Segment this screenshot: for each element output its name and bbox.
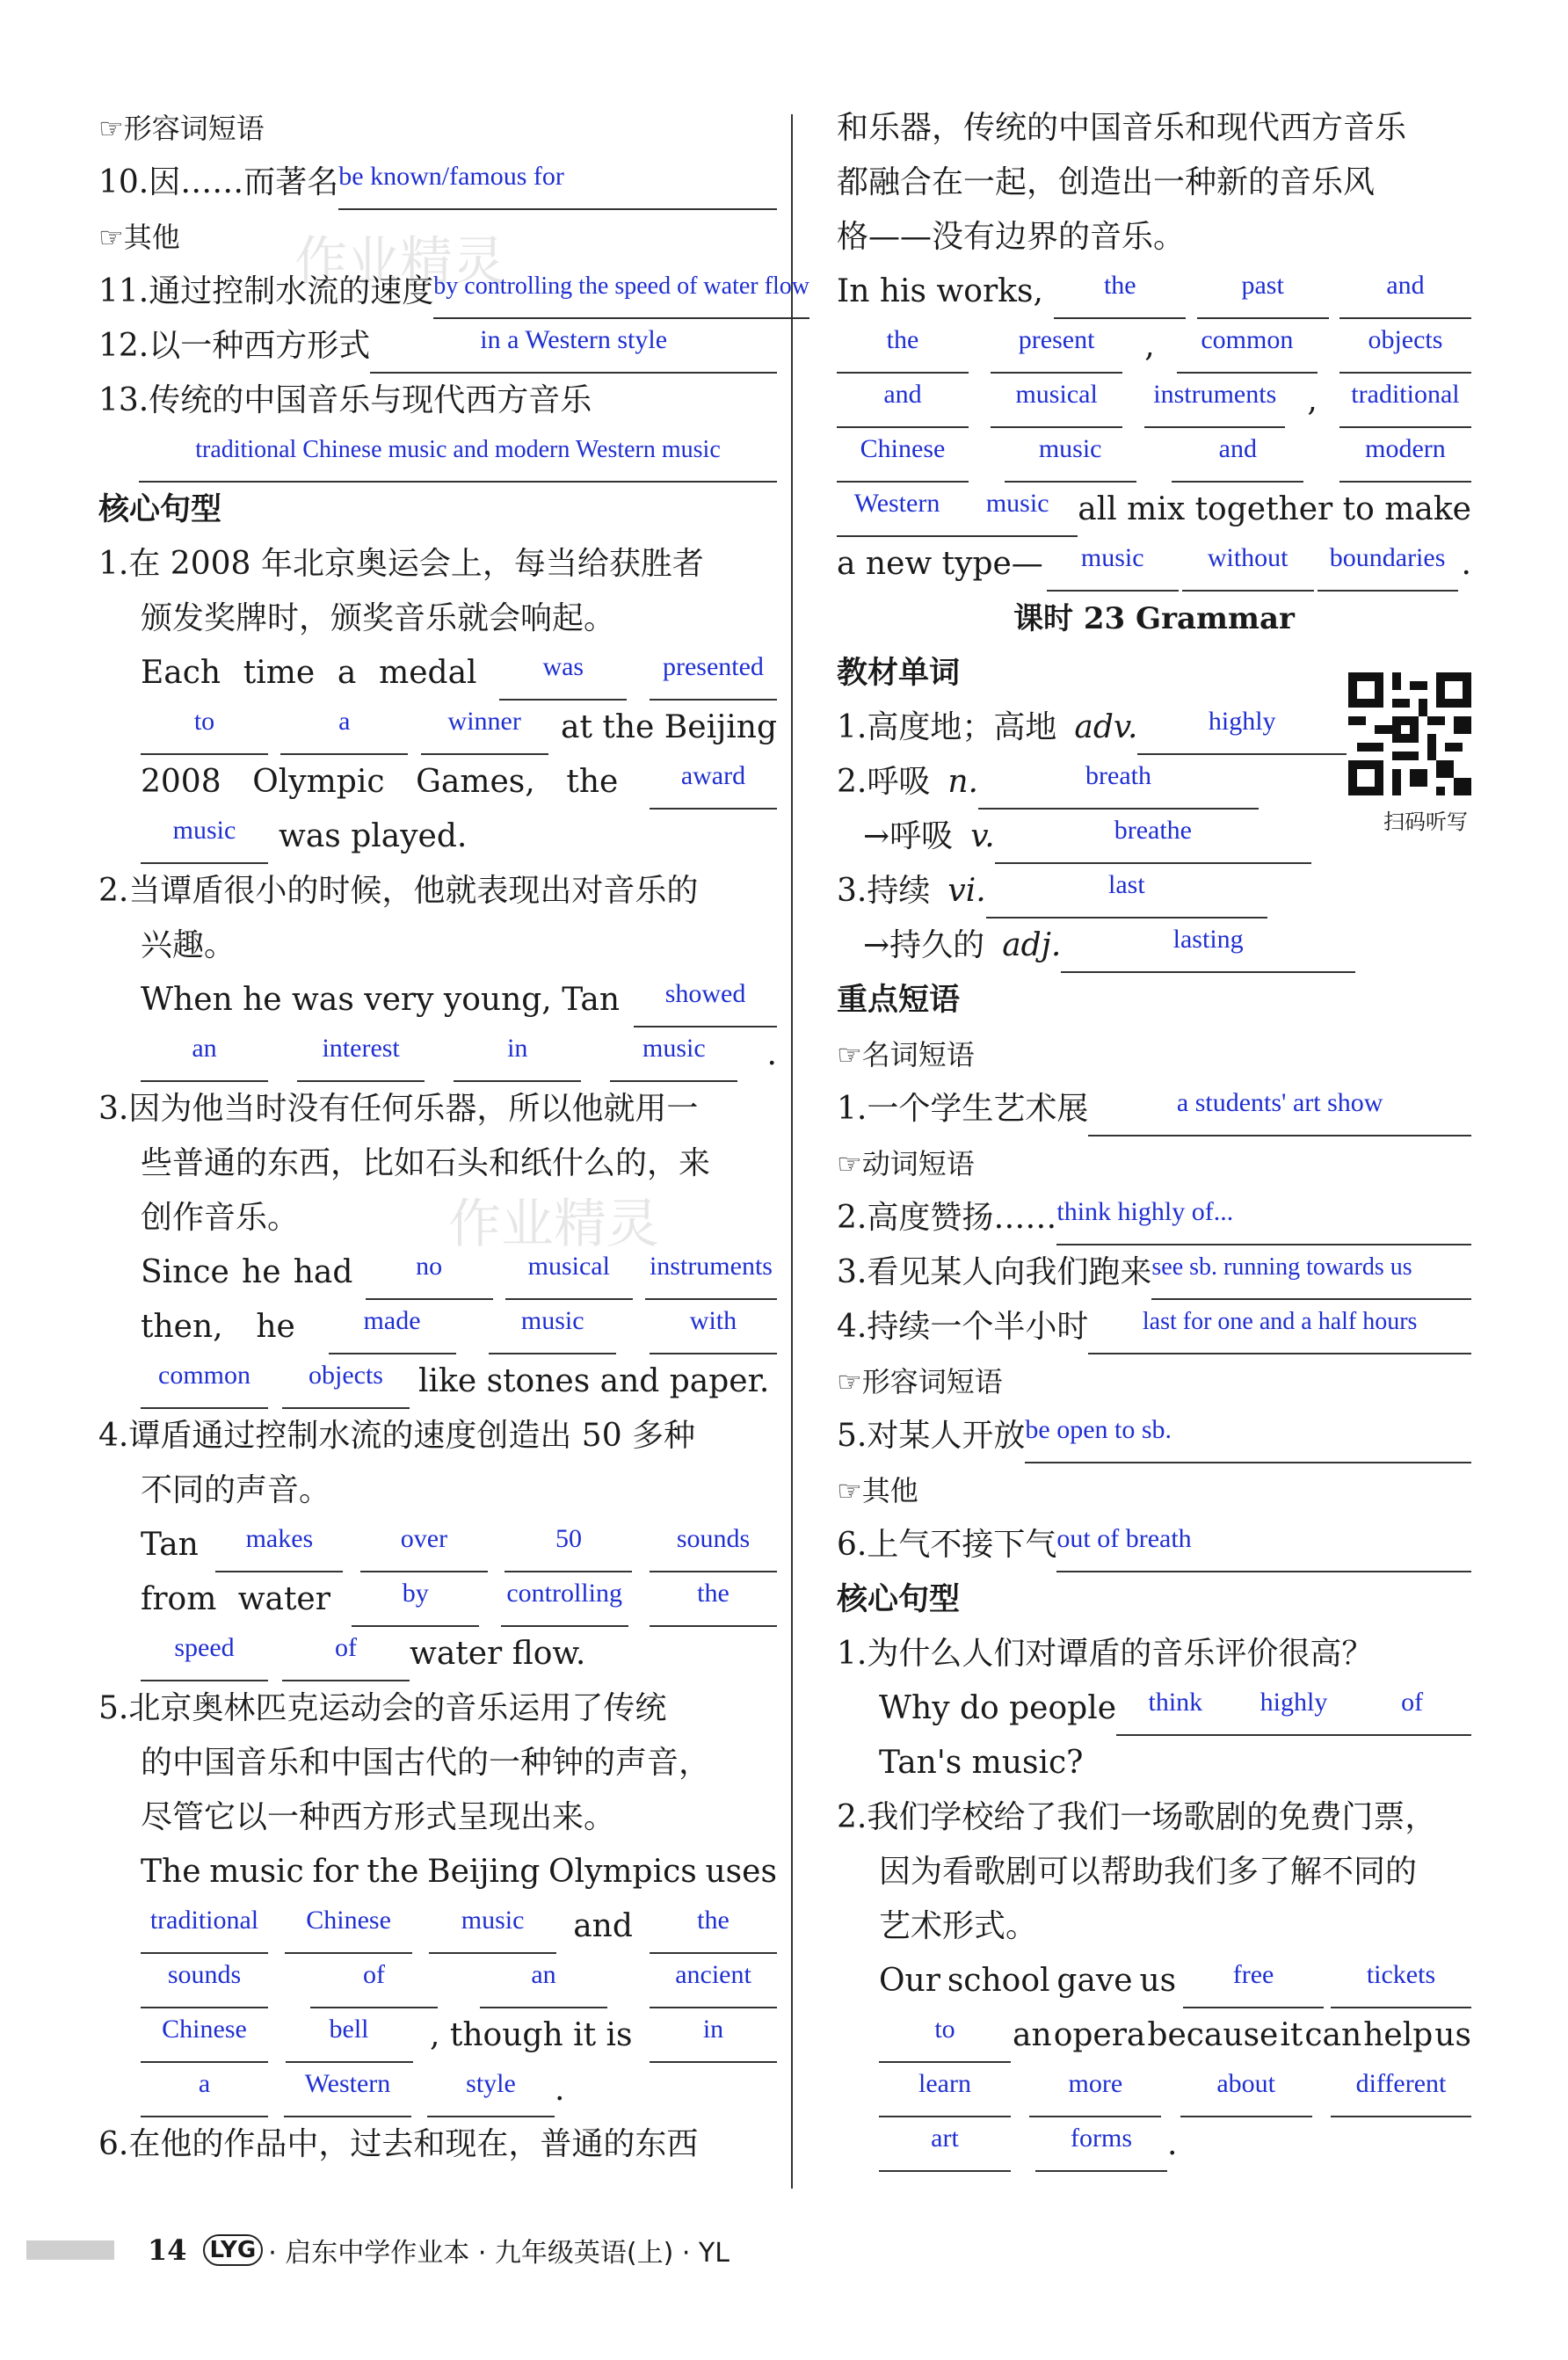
answer-blank[interactable]: be open to sb. (1025, 1420, 1471, 1463)
section-heading: 核心句型 (837, 1582, 961, 1617)
answer-blank[interactable]: without (1182, 548, 1314, 592)
section-label: ☞形容词短语 (98, 112, 265, 145)
sentence-cn: 3.因为他当时没有任何乐器，所以他就用一 (98, 1091, 699, 1127)
answer-blank[interactable]: in (650, 2019, 777, 2063)
phrase-item: 5. 对某人开放 be open to sb. (837, 1409, 1471, 1463)
watermark: 作业精灵 (448, 1194, 659, 1255)
page-number: 14 (148, 2233, 187, 2267)
answer-blank[interactable]: presented (650, 657, 777, 701)
answer-blank[interactable]: objects (1339, 330, 1471, 374)
qr-code-icon[interactable] (1348, 672, 1471, 795)
answer-blank[interactable]: modern (1339, 439, 1471, 483)
sentence-en: Tan's music? (879, 1745, 1084, 1781)
section-heading: 教材单词 (837, 656, 961, 691)
answer-blank[interactable]: and (1339, 275, 1471, 319)
right-column (837, 101, 1471, 2172)
sentence-en: In his works, the past and (837, 265, 1471, 319)
answer-blank[interactable]: by (352, 1583, 479, 1627)
answer-blank[interactable]: of (310, 1964, 438, 2008)
answer-blank[interactable]: to (879, 2019, 1011, 2063)
sentence-en: to an opera because it can help us (837, 2008, 1471, 2063)
answer-blank[interactable]: bell (286, 2019, 413, 2063)
answer-blank[interactable]: musical (505, 1256, 633, 1300)
answer-blank[interactable]: and (1172, 439, 1303, 483)
answer-blank[interactable]: Western (284, 2073, 411, 2117)
answer-blank[interactable]: out of breath (1056, 1529, 1471, 1572)
sentence-en: Western music all mix together to make (837, 483, 1471, 537)
sentence-cn: 因为看歌剧可以帮助我们多了解不同的 (879, 1854, 1418, 1890)
section-label: ☞动词短语 (837, 1147, 975, 1180)
answer-blank[interactable]: of (1353, 1692, 1471, 1736)
sentence-en (98, 1954, 777, 2008)
answer-blank[interactable]: breath (978, 766, 1259, 810)
answer-blank[interactable]: think highly of... (1056, 1202, 1471, 1245)
answer-blank[interactable]: art (879, 2128, 1011, 2172)
answer-blank[interactable]: sounds (141, 1964, 268, 2008)
answer-blank[interactable]: the (1054, 275, 1186, 319)
section-label: ☞其他 (837, 1474, 918, 1507)
vocab-item: → 持久的 adj. lasting (837, 919, 1355, 973)
phrase-item: 4. 持续一个半小时 last for one and a half hours (837, 1300, 1471, 1354)
answer-blank[interactable]: in (454, 1038, 581, 1082)
phrase-item: 13.传统的中国音乐与现代西方音乐 (98, 382, 592, 418)
sentence-en: to a winner at the Beijing (98, 701, 777, 755)
answer-blank[interactable]: past (1197, 275, 1329, 319)
phrase-item: 11. 通过控制水流的速度 by controlling the speed of water flow (98, 265, 777, 319)
vocab-item: 1. 高度地；高地 adv. highly (837, 701, 1347, 755)
answer-blank[interactable]: of (282, 1637, 410, 1681)
answer-blank[interactable]: in a Western style (370, 330, 777, 374)
sentence-en (837, 428, 1471, 483)
answer-blank[interactable]: speed (141, 1637, 268, 1681)
sentence-en: the present , common objects (837, 319, 1471, 374)
sentence-cn: 2.我们学校给了我们一场歌剧的免费门票， (837, 1799, 1437, 1835)
answer-blank[interactable]: by controlling the speed of water flow (433, 275, 809, 319)
sentence-en: a new type— music without boundaries . (837, 537, 1471, 592)
section-heading: 重点短语 (837, 983, 961, 1018)
answer-blank[interactable]: controlling (501, 1583, 628, 1627)
section-label: ☞其他 (98, 221, 180, 254)
answer-blank[interactable]: lasting (1061, 929, 1355, 973)
lesson-title: 课时 23 Grammar (1013, 601, 1295, 636)
section-label: ☞形容词短语 (837, 1365, 1003, 1398)
sentence-cn: 和乐器，传统的中国音乐和现代西方音乐 (837, 110, 1407, 146)
phrase-item: 10. 因……而著名 be known/famous for (98, 156, 777, 210)
sentence-en: traditional Chinese music and the (98, 1899, 777, 1954)
answer-blank[interactable]: boundaries (1318, 548, 1458, 592)
answer-blank[interactable]: music (1005, 439, 1136, 483)
sentence-en: a Western style . (98, 2063, 777, 2117)
sentence-en: then, he made music with (98, 1300, 777, 1354)
sentence-en: common objects like stones and paper. (98, 1354, 777, 1409)
answer-blank[interactable]: instruments (1144, 384, 1285, 428)
vocab-item: 3. 持续 vi. last (837, 864, 1267, 919)
answer-blank[interactable]: an (480, 1964, 607, 2008)
answer-blank[interactable]: traditional (141, 1910, 268, 1954)
answer-blank[interactable]: made (329, 1311, 456, 1354)
answer-blank[interactable]: common (141, 1365, 268, 1409)
sentence-en: and musical instruments , traditional (837, 374, 1471, 428)
sentence-en: Since he had no musical instruments (98, 1245, 777, 1300)
answer-blank[interactable]: about (1180, 2073, 1312, 2117)
sentence-cn: 颁发奖牌时，颁奖音乐就会响起。 (141, 600, 616, 636)
answer-blank[interactable]: the (837, 330, 969, 374)
sentence-en: Our school gave us free tickets (837, 1954, 1471, 2008)
answer-blank[interactable]: Chinese (837, 439, 969, 483)
answer-blank[interactable]: music (957, 493, 1078, 537)
answer-blank[interactable]: music (610, 1038, 737, 1082)
sentence-cn: 2.当谭盾很小的时候，他就表现出对音乐的 (98, 873, 699, 909)
lyg-badge: LYG (203, 2234, 264, 2266)
sentence-cn: 不同的声音。 (141, 1472, 331, 1508)
answer-blank[interactable]: music (429, 1910, 556, 1954)
answer-blank[interactable]: the (650, 1583, 777, 1627)
answer-blank[interactable]: to (141, 711, 268, 755)
sentence-cn: 尽管它以一种西方形式呈现出来。 (141, 1799, 616, 1835)
sentence-cn: 些普通的东西，比如石头和纸什么的，来 (141, 1145, 711, 1181)
answer-blank[interactable]: see sb. running towards us (1151, 1256, 1471, 1300)
answer-blank[interactable]: musical (991, 384, 1122, 428)
answer-blank[interactable]: different (1331, 2073, 1471, 2117)
sentence-en: Each time a medal was presented (98, 646, 777, 701)
phrase-item: 3. 看见某人向我们跑来 see sb. running towards us (837, 1245, 1471, 1300)
answer-blank[interactable]: breathe (995, 820, 1311, 864)
vocab-item: → 呼吸 v. breathe (837, 810, 1311, 864)
sentence-cn: 5.北京奥林匹克运动会的音乐运用了传统 (98, 1690, 667, 1726)
sentence-en (837, 2063, 1471, 2117)
sentence-en: from water by controlling the (98, 1572, 777, 1627)
answer-blank[interactable]: music (489, 1311, 616, 1354)
answer-blank[interactable]: a (141, 2073, 268, 2117)
answer-blank[interactable]: more (1029, 2073, 1161, 2117)
answer-blank[interactable]: makes (215, 1529, 343, 1572)
footer-text: · 启东中学作业本 · 九年级英语(上) · YL (268, 2238, 730, 2269)
sentence-en: The music for the Beijing Olympics uses (141, 1854, 777, 1890)
sentence-cn: 创作音乐。 (141, 1200, 300, 1236)
sentence-cn: 1.在 2008 年北京奥运会上，每当给获胜者 (98, 546, 704, 582)
sentence-cn: 6.在他的作品中，过去和现在，普通的东西 (98, 2126, 699, 2162)
sentence-cn: 1.为什么人们对谭盾的音乐评价很高？ (837, 1636, 1374, 1672)
sentence-cn: 的中国音乐和中国古代的一种钟的声音， (141, 1745, 711, 1781)
phrase-item: 12. 以一种西方形式 in a Western style (98, 319, 777, 374)
answer-blank[interactable]: forms (1035, 2128, 1167, 2172)
answer-blank[interactable]: traditional (1339, 384, 1471, 428)
sentence-en: Why do people think highly of (837, 1681, 1471, 1736)
sentence-en: speed of water flow. (98, 1627, 777, 1681)
answer-blank[interactable]: tickets (1331, 1964, 1471, 2008)
sentence-cn: 4.谭盾通过控制水流的速度创造出 50 多种 (98, 1418, 696, 1454)
answer-blank[interactable]: award (650, 766, 777, 810)
answer-blank[interactable]: learn (879, 2073, 1011, 2117)
answer-blank[interactable]: sounds (650, 1529, 777, 1572)
section-label: ☞名词短语 (837, 1038, 975, 1071)
answer-blank[interactable]: music (1047, 548, 1179, 592)
answer-blank[interactable]: winner (421, 711, 548, 755)
sentence-cn: 都融合在一起，创造出一种新的音乐风 (837, 164, 1376, 200)
answer-blank[interactable]: last (986, 875, 1267, 919)
sentence-en: an interest in music . (98, 1028, 777, 1082)
answer-blank[interactable]: interest (297, 1038, 425, 1082)
answer-blank[interactable]: a students' art show (1088, 1093, 1471, 1136)
watermark: 作业精灵 (294, 231, 505, 293)
answer-blank[interactable]: common (1177, 330, 1318, 374)
answer-blank[interactable]: traditional Chinese music and modern Western music (139, 439, 777, 483)
sentence-en: music was played. (98, 810, 777, 864)
answer-blank[interactable]: over (360, 1529, 488, 1572)
vocab-item: 2. 呼吸 n. breath (837, 755, 1259, 810)
answer-blank[interactable]: highly (1137, 711, 1347, 755)
answer-blank[interactable]: with (650, 1311, 777, 1354)
sentence-en: art forms . (837, 2117, 1471, 2172)
answer-blank[interactable]: objects (282, 1365, 410, 1409)
answer-blank[interactable]: present (991, 330, 1122, 374)
answer-blank[interactable]: style (427, 2073, 555, 2117)
sentence-cn: 兴趣。 (141, 927, 236, 963)
phrase-item: 1. 一个学生艺术展 a students' art show (837, 1082, 1471, 1136)
answer-blank[interactable]: a (280, 711, 408, 755)
answer-blank[interactable]: Chinese (141, 2019, 268, 2063)
page-footer (26, 2224, 730, 2276)
answer-blank[interactable]: an (141, 1038, 268, 1082)
answer-blank[interactable]: the (650, 1910, 777, 1954)
answer-blank[interactable]: free (1183, 1964, 1324, 2008)
answer-blank[interactable]: was (499, 657, 627, 701)
answer-blank[interactable]: highly (1235, 1692, 1354, 1736)
phrase-item: 6. 上气不接下气 out of breath (837, 1518, 1471, 1572)
answer-blank[interactable]: Western (837, 493, 957, 537)
qr-caption: 扫码听写 (1383, 810, 1468, 834)
answer-blank[interactable]: be known/famous for (338, 166, 777, 210)
left-column (98, 101, 809, 2172)
answer-blank[interactable]: instruments (645, 1256, 777, 1300)
sentence-en: Chinese bell , though it is in (98, 2008, 777, 2063)
answer-blank[interactable]: music (141, 820, 268, 864)
sentence-en: When he was very young, Tan showed (98, 973, 777, 1028)
column-divider (791, 114, 793, 2189)
phrase-answer-row (98, 428, 777, 483)
answer-blank[interactable]: 50 (505, 1529, 632, 1572)
sentence-cn: 格——没有边界的音乐。 (837, 219, 1186, 255)
answer-blank[interactable]: last for one and a half hours (1088, 1311, 1471, 1354)
phrase-item: 2. 高度赞扬…… think highly of... (837, 1191, 1471, 1245)
footer-decoration (26, 2240, 114, 2260)
answer-blank[interactable]: and (837, 384, 969, 428)
answer-blank[interactable]: think (1116, 1692, 1235, 1736)
sentence-en: Tan makes over 50 sounds (98, 1518, 777, 1572)
sentence-cn: 艺术形式。 (879, 1908, 1038, 1944)
sentence-en: 2008 Olympic Games, the award (98, 755, 777, 810)
section-heading: 核心句型 (98, 492, 222, 527)
answer-blank[interactable]: ancient (650, 1964, 777, 2008)
answer-blank[interactable]: showed (634, 984, 777, 1028)
answer-blank[interactable]: Chinese (285, 1910, 412, 1954)
answer-blank[interactable]: no (366, 1256, 493, 1300)
